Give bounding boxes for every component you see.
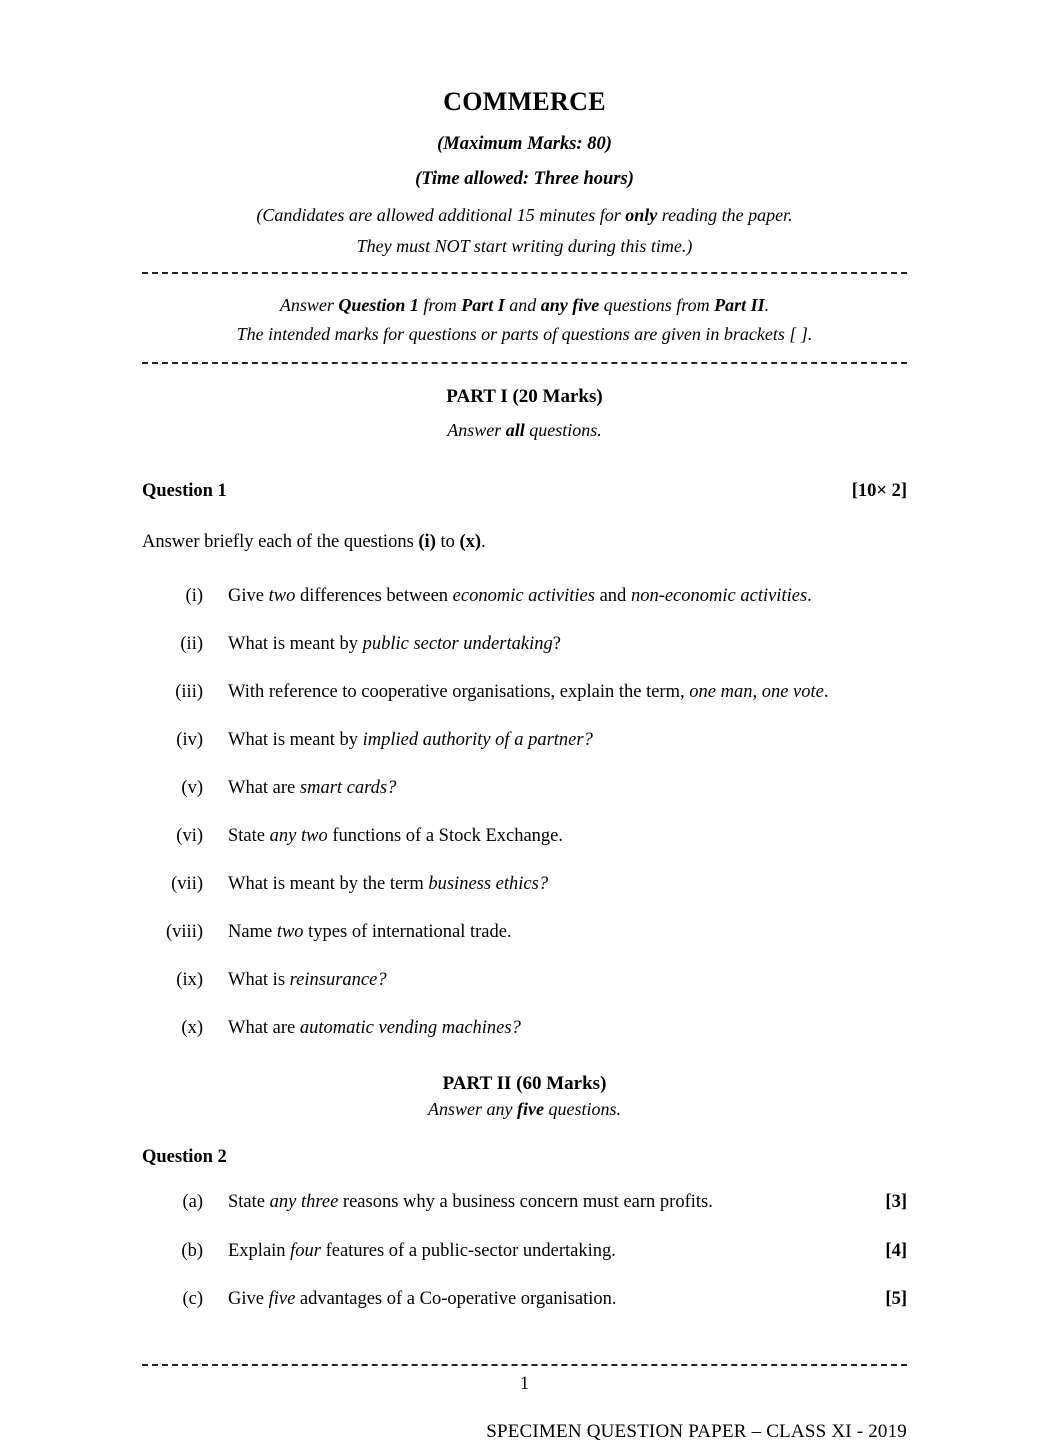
lead-post: . (481, 531, 486, 552)
emphasised-term: four (290, 1240, 322, 1261)
plain-text: What is meant by the term (228, 874, 429, 895)
plain-text: types of international trade. (303, 922, 512, 943)
instr-a: Answer (279, 294, 339, 315)
emphasised-term: any three (269, 1192, 339, 1213)
plain-text: reasons why a business concern must earn profits. (338, 1192, 713, 1213)
plain-text: Give (228, 586, 269, 607)
question-item-text (203, 1239, 863, 1263)
divider-bottom (142, 1364, 907, 1366)
question-item-number: (vii) (171, 874, 203, 895)
lead-roman-i: (i) (418, 531, 436, 552)
instr-part-i: Part I (461, 294, 505, 315)
question-item-text (203, 968, 907, 992)
question-1-label: Question 1 (142, 480, 227, 501)
part-two-sub-pre: Answer any (428, 1099, 517, 1120)
divider-top (142, 272, 907, 274)
instr-c: from (418, 294, 462, 315)
question-item-text (203, 584, 907, 608)
question-item-number: (vi) (176, 826, 203, 847)
question-item-text (203, 728, 907, 752)
question-item (142, 632, 907, 656)
plain-text: Give (228, 1288, 269, 1309)
question-item (142, 728, 907, 752)
page-number: 1 (519, 1373, 530, 1394)
question-item (142, 1287, 907, 1311)
divider-middle (142, 362, 907, 364)
emphasised-term: five (268, 1288, 296, 1309)
question-item-text (203, 920, 907, 944)
emphasised-term: economic activities (452, 586, 595, 607)
question-paper-page (142, 0, 907, 1442)
plain-text: features of a public-sector undertaking. (321, 1240, 616, 1261)
question-item (142, 680, 907, 704)
emphasised-term: one man, one vote (689, 682, 824, 703)
question-2-label: Question 2 (142, 1147, 227, 1168)
question-item-number: (i) (185, 586, 203, 607)
question-1-item-list (142, 584, 907, 1040)
emphasised-term: two (276, 922, 304, 943)
question-item-number: (iv) (176, 730, 203, 751)
question-item-number: (iii) (175, 682, 203, 703)
question-item-text (203, 872, 907, 896)
dashed-rule (142, 1364, 907, 1366)
plain-text: With reference to cooperative organisations, explain the term, (228, 682, 690, 703)
emphasised-term: two (268, 586, 296, 607)
question-item (142, 872, 907, 896)
plain-text: What is meant by (228, 730, 363, 751)
part-two-sub-five: five (517, 1099, 544, 1120)
dashed-rule (142, 272, 907, 274)
emphasised-term: implied authority of a partner? (362, 730, 593, 751)
plain-text: State (228, 1192, 270, 1213)
question-item (142, 1016, 907, 1040)
plain-text: What are (228, 778, 300, 799)
emphasised-term: public sector undertaking (362, 634, 553, 655)
part-one-sub-pre: Answer (447, 419, 506, 440)
question-item-text (203, 632, 907, 656)
note-post: reading the paper. (657, 204, 793, 225)
part-one-sub-post: questions. (524, 419, 602, 440)
question-item-text (203, 680, 907, 704)
reading-time-note-line-2: They must NOT start writing during this time.) (356, 236, 693, 257)
question-item-number: (v) (181, 778, 203, 799)
lead-mid: to (435, 531, 460, 552)
question-item (142, 920, 907, 944)
emphasised-term: reinsurance? (289, 970, 387, 991)
part-one-heading: PART I (20 Marks) (446, 385, 603, 407)
reading-time-note-line-1 (142, 204, 907, 227)
instr-question-1: Question 1 (338, 294, 419, 315)
emphasised-term: any two (269, 826, 328, 847)
instr-e: and (504, 294, 541, 315)
lead-pre: Answer briefly each of the questions (142, 531, 419, 552)
part-two-subheading (142, 1099, 907, 1120)
question-item-number: (ii) (180, 634, 203, 655)
question-item-text (203, 1190, 863, 1214)
emphasised-term: automatic vending machines? (299, 1018, 521, 1039)
instr-any-five: any five (540, 294, 600, 315)
note-only-emphasis: only (625, 204, 658, 225)
plain-text: advantages of a Co-operative organisation. (295, 1288, 617, 1309)
emphasised-term: non-economic activities (630, 586, 808, 607)
instruction-line-2: The intended marks for questions or parts of questions are given in brackets [ ]. (236, 324, 813, 345)
question-item-number: (c) (182, 1288, 203, 1309)
plain-text: State (228, 826, 270, 847)
plain-text: What is (228, 970, 290, 991)
part-one-subheading (142, 420, 907, 441)
question-item-number: (b) (181, 1240, 203, 1261)
part-two-heading: PART II (60 Marks) (442, 1073, 607, 1095)
specimen-paper-label: SPECIMEN QUESTION PAPER – CLASS XI - 2019 (486, 1420, 907, 1442)
question-item (142, 584, 907, 608)
question-item (142, 1239, 907, 1263)
question-item-marks: [4] (885, 1240, 907, 1261)
plain-text: and (594, 586, 631, 607)
part-two-sub-post: questions. (543, 1099, 621, 1120)
question-item-text (203, 824, 907, 848)
note-pre: (Candidates are allowed additional 15 minutes for (256, 204, 626, 225)
part-one-sub-all: all (505, 419, 525, 440)
question-item-number: (viii) (166, 922, 203, 943)
dashed-rule (142, 362, 907, 364)
plain-text: Name (228, 922, 277, 943)
maximum-marks-line: (Maximum Marks: 80) (437, 133, 612, 154)
question-item-text (203, 1287, 863, 1311)
plain-text: What are (228, 1018, 300, 1039)
question-item (142, 968, 907, 992)
question-item-marks: [5] (885, 1288, 907, 1309)
question-item-number: (a) (182, 1192, 203, 1213)
instr-g: questions from (599, 294, 715, 315)
plain-text: ? (552, 634, 561, 655)
question-1-marks: [10× 2] (851, 480, 907, 501)
time-allowed-line: (Time allowed: Three hours) (415, 168, 634, 189)
question-1-heading-row (142, 481, 907, 502)
question-item (142, 1190, 907, 1214)
plain-text: functions of a Stock Exchange. (327, 826, 563, 847)
plain-text: Explain (228, 1240, 291, 1261)
plain-text: What is meant by (228, 634, 363, 655)
instr-i: . (764, 294, 770, 315)
question-item-number: (ix) (176, 970, 203, 991)
question-item-text (203, 776, 907, 800)
question-2-item-list (142, 1190, 907, 1310)
question-item-marks: [3] (885, 1192, 907, 1213)
emphasised-term: business ethics? (428, 874, 549, 895)
question-1-lead-in (142, 530, 907, 554)
lead-roman-x: (x) (459, 531, 482, 552)
question-item (142, 824, 907, 848)
instruction-line-1 (142, 294, 907, 317)
plain-text: differences between (295, 586, 453, 607)
emphasised-term: smart cards? (299, 778, 397, 799)
question-item-number: (x) (181, 1018, 203, 1039)
question-item (142, 776, 907, 800)
plain-text: . (823, 682, 829, 703)
page-title: COMMERCE (443, 87, 606, 116)
instr-part-ii: Part II (714, 294, 765, 315)
question-item-text (203, 1016, 907, 1040)
question-2-heading-row (142, 1147, 907, 1168)
plain-text: . (807, 586, 812, 607)
